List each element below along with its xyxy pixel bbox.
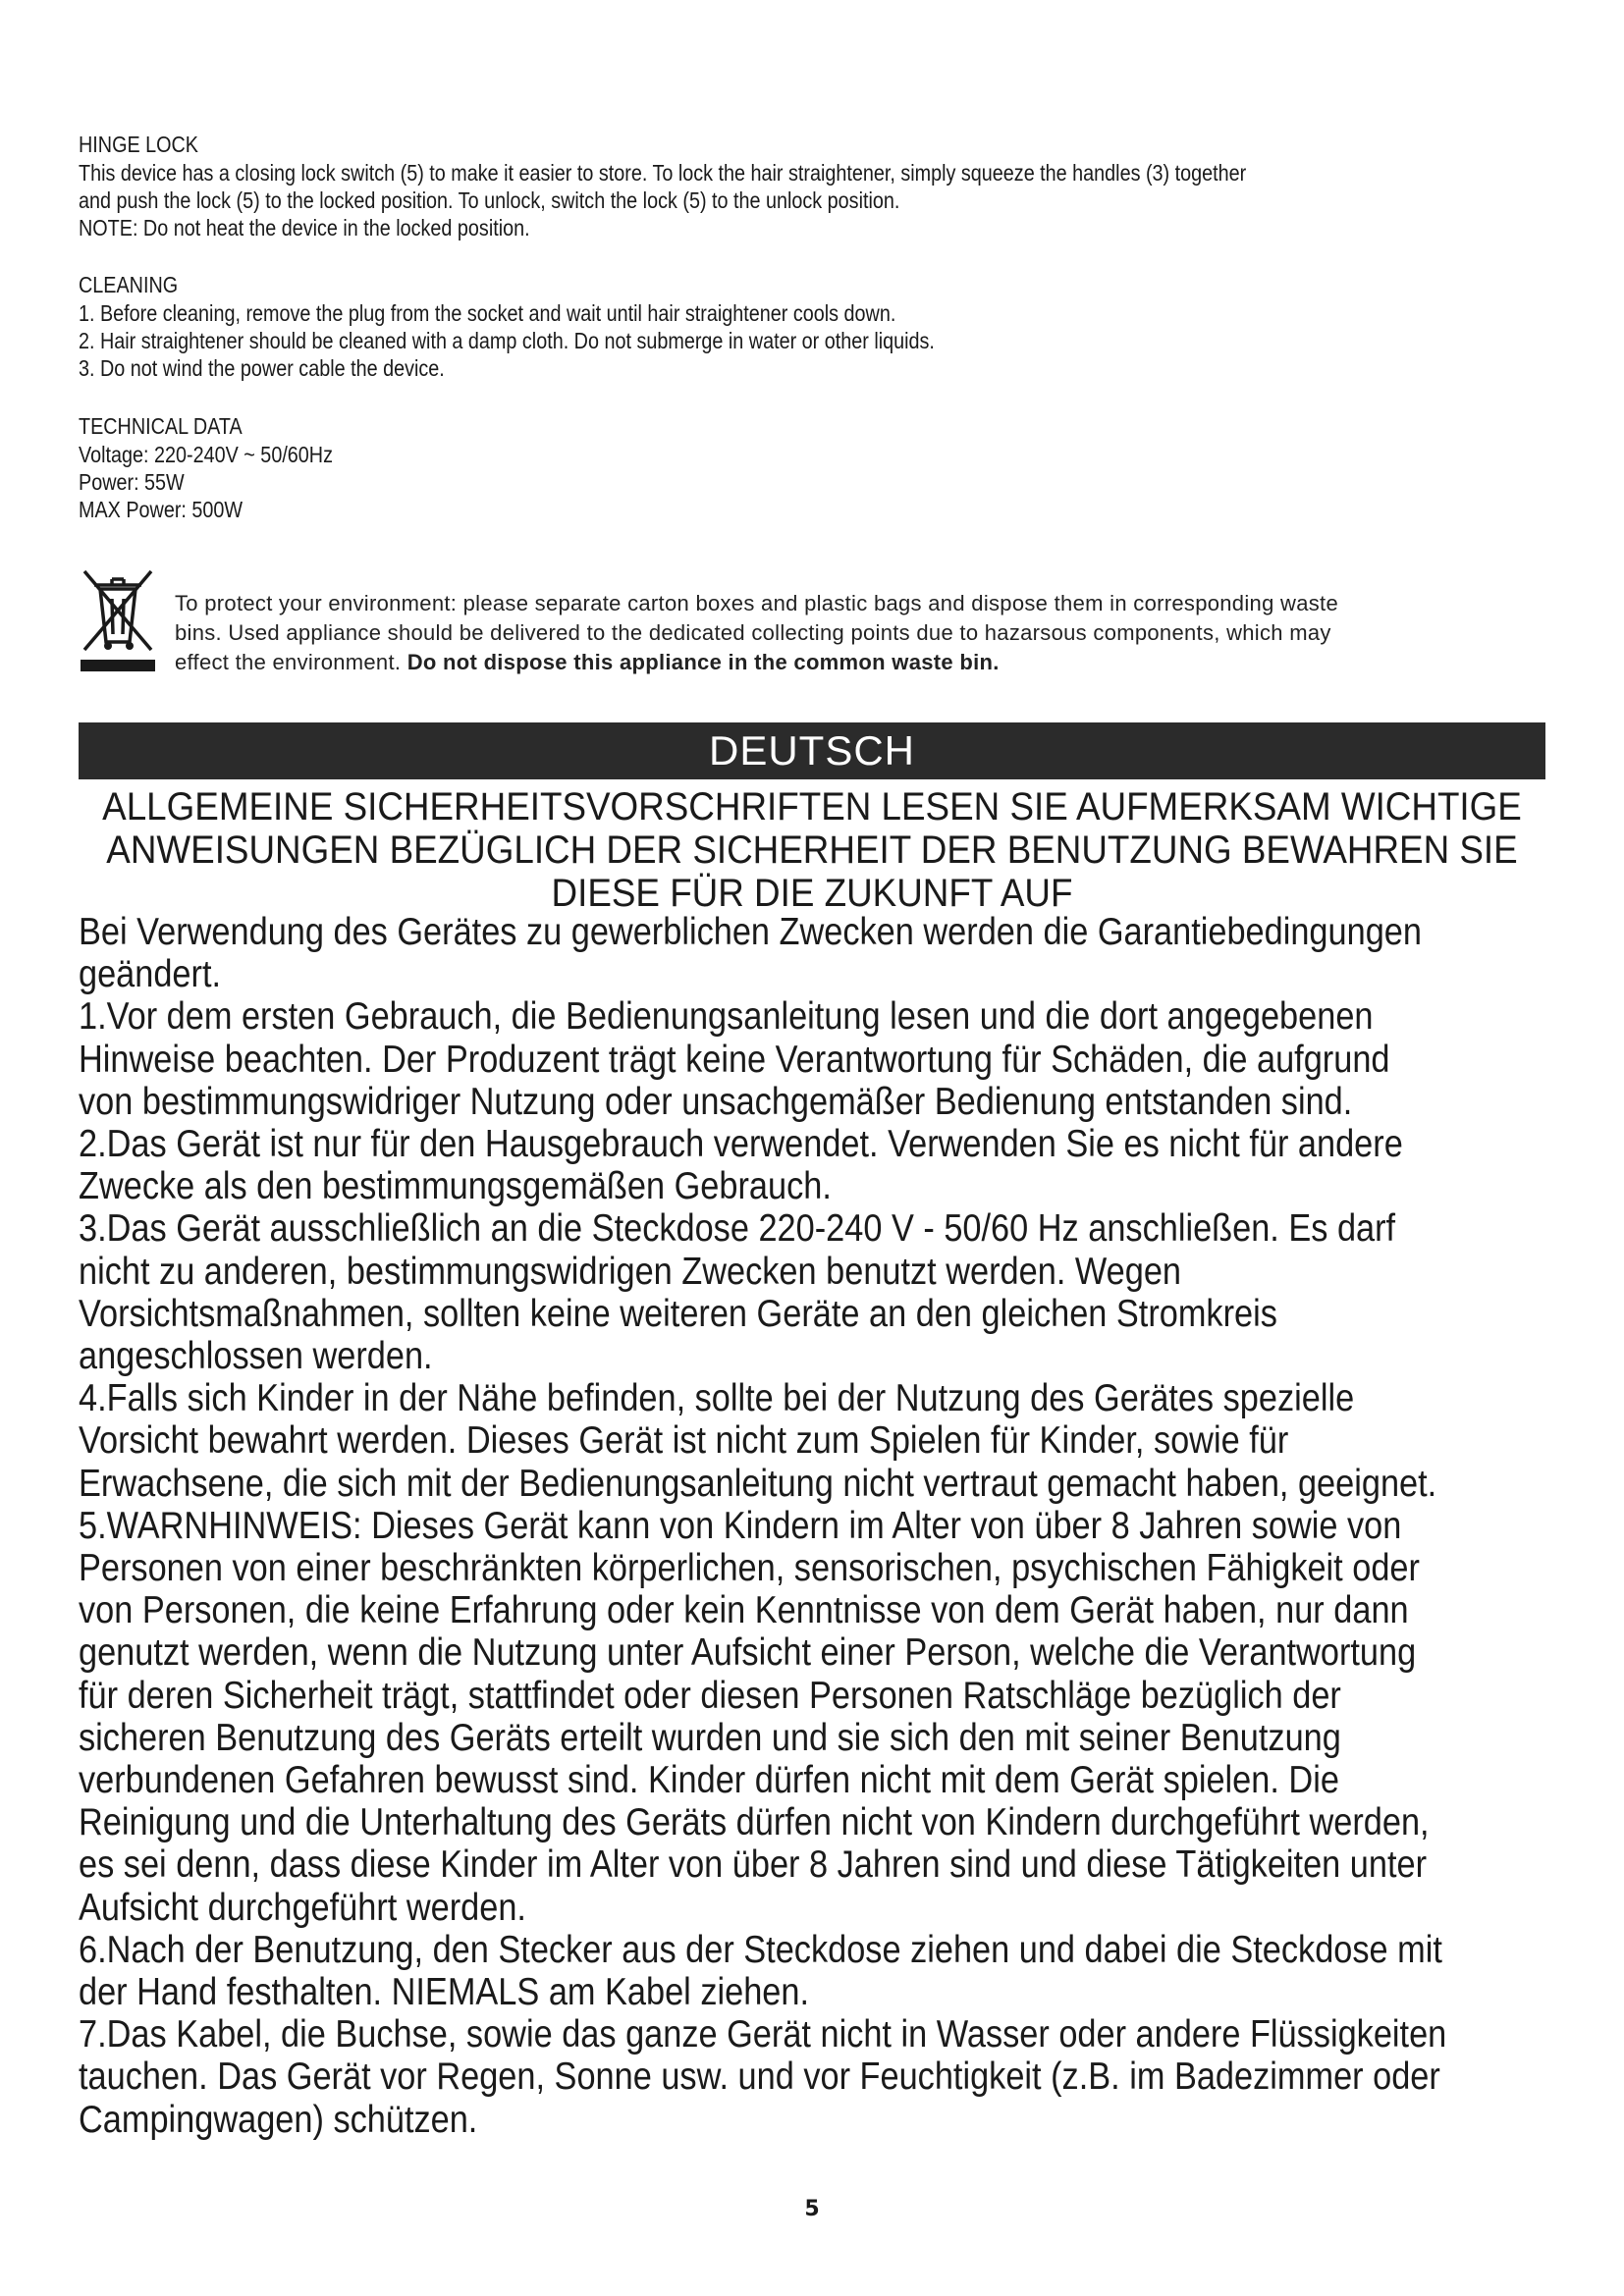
body-line: Personen von einer beschränkten körperlichen, sensorischen, psychischen Fähigkeit oder [79, 1547, 1420, 1590]
body-line: Campingwagen) schützen. [79, 2098, 478, 2141]
environment-notice [175, 589, 1569, 677]
body-line: 7.Das Kabel, die Buchse, sowie das ganze Gerät nicht in Wasser oder andere Flüssigkeiten [79, 2013, 1447, 2056]
body-line: 3.Das Gerät ausschließlich an die Steckdose 220-240 V - 50/60 Hz anschließen. Es darf [79, 1207, 1396, 1251]
body-line: Aufsicht durchgeführt werden. [79, 1886, 526, 1929]
technical-data-line: Voltage: 220-240V ~ 50/60Hz [79, 442, 333, 467]
environment-line [175, 648, 1569, 677]
body-line: nicht zu anderen, bestimmungswidrigen Zwecken benutzt werden. Wegen [79, 1250, 1182, 1293]
body-line: 1.Vor dem ersten Gebrauch, die Bedienungsanleitung lesen und die dort angegebenen [79, 995, 1374, 1039]
hinge-lock-heading: HINGE LOCK [79, 132, 199, 157]
body-line: 5.WARNHINWEIS: Dieses Gerät kann von Kindern im Alter von über 8 Jahren sowie von [79, 1504, 1402, 1547]
environment-warning-bold: Do not dispose this appliance in the common waste bin. [406, 650, 1000, 674]
cleaning-line: 2. Hair straightener should be cleaned with a damp cloth. Do not submerge in water or other liquids. [79, 328, 935, 353]
page-number: 5 [804, 2197, 820, 2221]
safety-title-line: ANWEISUNGEN BEZÜGLICH DER SICHERHEIT DER BENUTZUNG BEWAHREN SIE [106, 828, 1518, 872]
crossed-out-wheelie-bin-icon [79, 565, 157, 673]
body-line: sicheren Benutzung des Geräts erteilt wurden und sie sich den mit seiner Benutzung [79, 1716, 1341, 1759]
technical-data-section [79, 412, 1430, 523]
body-line: Zwecke als den bestimmungsgemäßen Gebrauch. [79, 1165, 832, 1208]
body-line: angeschlossen werden. [79, 1335, 433, 1378]
hinge-lock-line: and push the lock (5) to the locked position. To unlock, switch the lock (5) to the unlock position. [79, 187, 900, 213]
body-line: 2.Das Gerät ist nur für den Hausgebrauch verwendet. Verwenden Sie es nicht für andere [79, 1123, 1403, 1166]
technical-data-heading: TECHNICAL DATA [79, 413, 243, 439]
body-line: 6.Nach der Benutzung, den Stecker aus der Steckdose ziehen und dabei die Steckdose mit [79, 1928, 1442, 1971]
technical-data-line: Power: 55W [79, 469, 185, 495]
body-line: Vorsicht bewahrt werden. Dieses Gerät ist nicht zum Spielen für Kinder, sowie für [79, 1419, 1289, 1463]
environment-line-plain: effect the environment. [175, 650, 407, 674]
body-line: genutzt werden, wenn die Nutzung unter Aufsicht einer Person, welche die Verantwortung [79, 1631, 1417, 1675]
cleaning-heading: CLEANING [79, 272, 179, 297]
hinge-lock-line: This device has a closing lock switch (5) to make it easier to store. To lock the hair straightener, simply squeeze the handles (3) together [79, 160, 1247, 186]
body-line: verbundenen Gefahren bewusst sind. Kinder dürfen nicht mit dem Gerät spielen. Die [79, 1759, 1339, 1802]
body-line: Reinigung und die Unterhaltung des Geräts dürfen nicht von Kindern durchgeführt werden, [79, 1801, 1430, 1844]
body-line: 4.Falls sich Kinder in der Nähe befinden, sollte bei der Nutzung des Gerätes spezielle [79, 1377, 1355, 1420]
hinge-lock-section [79, 131, 1430, 241]
safety-title-line: DIESE FÜR DIE ZUKUNFT AUF [551, 872, 1073, 915]
environment-line: To protect your environment: please separate carton boxes and plastic bags and dispose them in corresponding waste [175, 591, 1338, 615]
body-line: von Personen, die keine Erfahrung oder kein Kenntnisse von dem Gerät haben, nur dann [79, 1589, 1409, 1632]
body-line: der Hand festhalten. NIEMALS am Kabel ziehen. [79, 1971, 810, 2014]
body-line: geändert. [79, 953, 222, 996]
body-line: für deren Sicherheit trägt, stattfindet oder diesen Personen Ratschläge bezüglich der [79, 1674, 1341, 1717]
body-line: Erwachsene, die sich mit der Bedienungsanleitung nicht vertraut gemacht haben, geeignet. [79, 1462, 1437, 1505]
hinge-lock-line: NOTE: Do not heat the device in the locked position. [79, 215, 530, 240]
german-instructions [79, 911, 1547, 2141]
environment-line: bins. Used appliance should be delivered to the dedicated collecting points due to hazarsous components, which may [175, 620, 1331, 645]
body-line: tauchen. Das Gerät vor Regen, Sonne usw. und vor Feuchtigkeit (z.B. im Badezimmer oder [79, 2056, 1440, 2099]
cleaning-section [79, 271, 1430, 382]
safety-title [39, 785, 1585, 915]
body-line: es sei denn, dass diese Kinder im Alter von über 8 Jahren sind und diese Tätigkeiten unter [79, 1843, 1428, 1887]
section-banner-deutsch: DEUTSCH [79, 722, 1545, 779]
body-line: Vorsichtsmaßnahmen, sollten keine weiteren Geräte an den gleichen Stromkreis [79, 1292, 1277, 1335]
technical-data-line: MAX Power: 500W [79, 497, 244, 522]
body-line: Bei Verwendung des Gerätes zu gewerblichen Zwecken werden die Garantiebedingungen [79, 911, 1422, 953]
body-line: Hinweise beachten. Der Produzent trägt keine Verantwortung für Schäden, die aufgrund [79, 1038, 1390, 1081]
cleaning-line: 3. Do not wind the power cable the device. [79, 355, 445, 381]
cleaning-line: 1. Before cleaning, remove the plug from the socket and wait until hair straightener cools down. [79, 300, 896, 326]
safety-title-line: ALLGEMEINE SICHERHEITSVORSCHRIFTEN LESEN SIE AUFMERKSAM WICHTIGE [102, 785, 1522, 828]
body-line: von bestimmungswidriger Nutzung oder unsachgemäßer Bedienung entstanden sind. [79, 1080, 1353, 1123]
